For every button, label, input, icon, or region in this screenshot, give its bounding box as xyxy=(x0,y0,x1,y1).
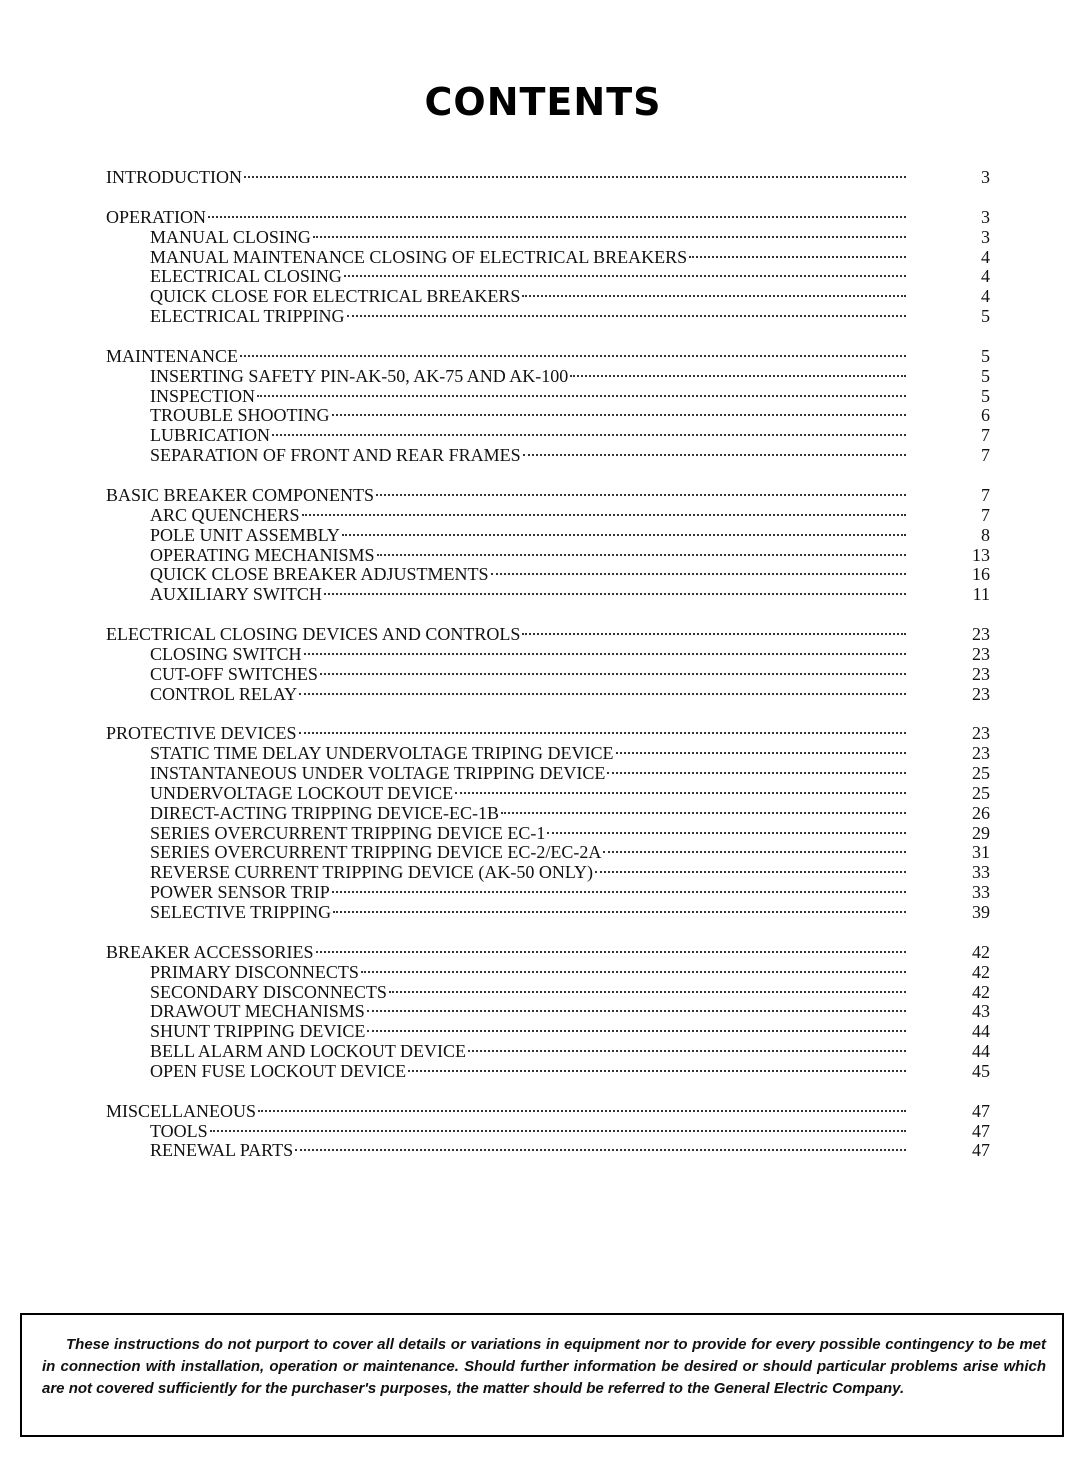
toc-entry-label: MISCELLANEOUS xyxy=(106,1101,257,1121)
toc-subentry xyxy=(106,843,990,863)
toc-page-number: 11 xyxy=(972,585,990,605)
dot-leader xyxy=(523,454,906,456)
dot-leader xyxy=(522,633,906,635)
dot-leader xyxy=(367,1010,906,1012)
toc-subentry xyxy=(106,1062,990,1082)
toc-entry-label: PRIMARY DISCONNECTS xyxy=(150,962,359,982)
toc-subentry xyxy=(106,824,990,844)
toc-entry-label: POWER SENSOR TRIP xyxy=(150,883,330,903)
toc-page-number: 7 xyxy=(981,426,990,446)
toc-page-number: 13 xyxy=(972,545,990,565)
toc-page-number: 29 xyxy=(972,823,990,843)
toc-page-number: 5 xyxy=(981,346,990,366)
toc-subentry xyxy=(106,883,990,903)
toc-page-number: 44 xyxy=(972,1022,990,1042)
toc-entry-label: DIRECT-ACTING TRIPPING DEVICE-EC-1B xyxy=(150,803,499,823)
toc-page-number: 42 xyxy=(972,942,990,962)
dot-leader xyxy=(208,216,906,218)
toc-entry-label: AUXILIARY SWITCH xyxy=(150,585,322,605)
dot-leader xyxy=(324,593,906,595)
toc-entry-label: INSTANTANEOUS UNDER VOLTAGE TRIPPING DEVICE xyxy=(150,764,606,784)
toc-subentry xyxy=(106,665,990,685)
toc-subentry xyxy=(106,406,990,426)
toc-subentry xyxy=(106,744,990,764)
dot-leader xyxy=(361,971,906,973)
table-of-contents xyxy=(106,168,990,1181)
toc-entry-label: SELECTIVE TRIPPING xyxy=(150,903,332,922)
toc-page-number: 5 xyxy=(981,386,990,406)
toc-entry-label: LUBRICATION xyxy=(150,426,270,446)
dot-leader xyxy=(258,1110,906,1112)
toc-page-number: 25 xyxy=(972,764,990,784)
toc-subentry xyxy=(106,267,990,287)
toc-page-number: 42 xyxy=(972,982,990,1002)
toc-section-heading xyxy=(106,347,990,367)
dot-leader xyxy=(522,295,906,297)
toc-entry-label: INSERTING SAFETY PIN-AK-50, AK-75 AND AK-100 xyxy=(150,366,569,386)
toc-subentry xyxy=(106,565,990,585)
toc-section xyxy=(106,168,990,188)
toc-entry-label: SEPARATION OF FRONT AND REAR FRAMES xyxy=(150,446,521,466)
toc-entry-label: OPERATION xyxy=(106,207,207,227)
dot-leader xyxy=(244,176,906,178)
toc-entry-label: TROUBLE SHOOTING xyxy=(150,406,330,426)
toc-subentry xyxy=(106,1002,990,1022)
toc-entry-label: UNDERVOLTAGE LOCKOUT DEVICE xyxy=(150,783,454,803)
toc-page-number: 3 xyxy=(981,207,990,227)
toc-section xyxy=(106,943,990,1082)
toc-entry-label: POLE UNIT ASSEMBLY xyxy=(150,525,340,545)
dot-leader xyxy=(491,573,906,575)
toc-page-number: 6 xyxy=(981,406,990,426)
dot-leader xyxy=(299,732,907,734)
toc-subentry xyxy=(106,248,990,268)
toc-subentry xyxy=(106,863,990,883)
toc-page-number: 42 xyxy=(972,962,990,982)
toc-entry-label: MAINTENANCE xyxy=(106,346,238,366)
toc-subentry xyxy=(106,903,990,923)
toc-section-heading xyxy=(106,486,990,506)
toc-section xyxy=(106,724,990,922)
toc-subentry xyxy=(106,228,990,248)
toc-section xyxy=(106,208,990,327)
toc-page-number: 31 xyxy=(972,843,990,863)
toc-page-number: 47 xyxy=(972,1141,990,1161)
toc-entry-label: TOOLS xyxy=(150,1121,208,1141)
toc-page-number: 5 xyxy=(981,366,990,386)
toc-subentry xyxy=(106,307,990,327)
toc-entry-label: ELECTRICAL CLOSING xyxy=(150,267,342,287)
dot-leader xyxy=(603,851,906,853)
toc-page-number: 4 xyxy=(981,247,990,267)
toc-subentry xyxy=(106,1022,990,1042)
dot-leader xyxy=(299,693,906,695)
toc-entry-label: RENEWAL PARTS xyxy=(150,1141,294,1161)
toc-entry-label: BELL ALARM AND LOCKOUT DEVICE xyxy=(150,1042,466,1062)
toc-page-number: 44 xyxy=(972,1042,990,1062)
toc-entry-label: SHUNT TRIPPING DEVICE xyxy=(150,1022,366,1042)
dot-leader xyxy=(332,891,906,893)
toc-page-number: 23 xyxy=(972,625,990,645)
toc-entry-label: MANUAL MAINTENANCE CLOSING OF ELECTRICAL BREAKERS xyxy=(150,247,688,267)
dot-leader xyxy=(295,1149,906,1151)
toc-entry-label: BASIC BREAKER COMPONENTS xyxy=(106,485,375,505)
toc-subentry xyxy=(106,426,990,446)
dot-leader xyxy=(344,275,906,277)
toc-page-number: 45 xyxy=(972,1061,990,1081)
dot-leader xyxy=(240,355,906,357)
toc-section xyxy=(106,625,990,704)
dot-leader xyxy=(389,991,906,993)
dot-leader xyxy=(501,812,906,814)
toc-page-number: 5 xyxy=(981,307,990,327)
dot-leader xyxy=(316,951,906,953)
toc-subentry xyxy=(106,784,990,804)
toc-entry-label: STATIC TIME DELAY UNDERVOLTAGE TRIPING DEVICE xyxy=(150,744,614,764)
toc-subentry xyxy=(106,645,990,665)
toc-subentry xyxy=(106,526,990,546)
toc-page-number: 7 xyxy=(981,505,990,525)
toc-subentry xyxy=(106,963,990,983)
toc-entry-label: INSPECTION xyxy=(150,386,256,406)
dot-leader xyxy=(689,256,906,258)
toc-entry-label: DRAWOUT MECHANISMS xyxy=(150,1002,365,1022)
dot-leader xyxy=(367,1030,906,1032)
toc-subentry xyxy=(106,546,990,566)
toc-entry-label: QUICK CLOSE BREAKER ADJUSTMENTS xyxy=(150,565,489,585)
dot-leader xyxy=(377,554,906,556)
toc-subentry xyxy=(106,1042,990,1062)
toc-section xyxy=(106,347,990,466)
dot-leader xyxy=(320,673,906,675)
toc-page-number: 3 xyxy=(981,168,990,187)
toc-section-heading xyxy=(106,208,990,228)
disclaimer-box xyxy=(20,1313,1064,1437)
dot-leader xyxy=(304,653,907,655)
toc-subentry xyxy=(106,446,990,466)
dot-leader xyxy=(313,236,906,238)
dot-leader xyxy=(210,1130,906,1132)
toc-entry-label: SERIES OVERCURRENT TRIPPING DEVICE EC-1 xyxy=(150,823,546,843)
toc-section xyxy=(106,486,990,605)
toc-entry-label: INTRODUCTION xyxy=(106,168,242,187)
toc-subentry xyxy=(106,983,990,1003)
toc-subentry xyxy=(106,387,990,407)
dot-leader xyxy=(302,514,906,516)
toc-page-number: 23 xyxy=(972,664,990,684)
toc-page-number: 47 xyxy=(972,1101,990,1121)
dot-leader xyxy=(342,534,906,536)
dot-leader xyxy=(376,494,906,496)
toc-page-number: 7 xyxy=(981,485,990,505)
dot-leader xyxy=(455,792,906,794)
toc-subentry xyxy=(106,1141,990,1161)
toc-page-number: 8 xyxy=(981,525,990,545)
toc-entry-label: CLOSING SWITCH xyxy=(150,644,302,664)
toc-page-number: 23 xyxy=(972,684,990,704)
dot-leader xyxy=(408,1070,906,1072)
toc-section-heading xyxy=(106,724,990,744)
toc-entry-label: MANUAL CLOSING xyxy=(150,227,311,247)
toc-subentry xyxy=(106,367,990,387)
dot-leader xyxy=(468,1050,906,1052)
toc-section-heading xyxy=(106,625,990,645)
toc-subentry xyxy=(106,764,990,784)
toc-section-heading xyxy=(106,943,990,963)
toc-page-number: 7 xyxy=(981,446,990,466)
toc-entry-label: QUICK CLOSE FOR ELECTRICAL BREAKERS xyxy=(150,287,521,307)
toc-section xyxy=(106,1102,990,1162)
toc-page-number: 3 xyxy=(981,227,990,247)
toc-subentry xyxy=(106,287,990,307)
toc-page-number: 16 xyxy=(972,565,990,585)
toc-entry-label: CONTROL RELAY xyxy=(150,684,298,704)
dot-leader xyxy=(332,414,907,416)
dot-leader xyxy=(570,375,906,377)
dot-leader xyxy=(347,315,906,317)
toc-entry-label: ARC QUENCHERS xyxy=(150,505,300,525)
toc-page-number: 23 xyxy=(972,724,990,744)
toc-entry-label: BREAKER ACCESSORIES xyxy=(106,942,314,962)
toc-entry-label: ELECTRICAL TRIPPING xyxy=(150,307,345,327)
toc-page-number: 47 xyxy=(972,1121,990,1141)
toc-subentry xyxy=(106,804,990,824)
toc-page-number: 25 xyxy=(972,783,990,803)
dot-leader xyxy=(257,395,906,397)
toc-entry-label: SECONDARY DISCONNECTS xyxy=(150,982,387,1002)
toc-entry-label: ELECTRICAL CLOSING DEVICES AND CONTROLS xyxy=(106,625,521,645)
toc-page-number: 4 xyxy=(981,267,990,287)
toc-subentry xyxy=(106,585,990,605)
dot-leader xyxy=(272,434,906,436)
toc-section-heading xyxy=(106,168,990,188)
toc-subentry xyxy=(106,685,990,705)
dot-leader xyxy=(595,871,906,873)
toc-subentry xyxy=(106,506,990,526)
toc-entry-label: PROTECTIVE DEVICES xyxy=(106,724,297,744)
toc-page-number: 23 xyxy=(972,744,990,764)
toc-page-number: 26 xyxy=(972,803,990,823)
dot-leader xyxy=(616,752,907,754)
dot-leader xyxy=(333,911,906,913)
toc-entry-label: REVERSE CURRENT TRIPPING DEVICE (AK-50 ONLY) xyxy=(150,863,594,883)
toc-entry-label: OPEN FUSE LOCKOUT DEVICE xyxy=(150,1061,407,1081)
toc-subentry xyxy=(106,1122,990,1142)
disclaimer-text: These instructions do not purport to cover all details or variations in equipment nor to provide for every possible contingency to be met in connection with installation, operation or maintenance. Should further information be desired or should particular problems arise which are not covered sufficiently for the purchaser's purposes, the matter should be referred to the General Electric Company. xyxy=(42,1336,1046,1397)
toc-page-number: 4 xyxy=(981,287,990,307)
toc-entry-label: CUT-OFF SWITCHES xyxy=(150,664,318,684)
toc-page-number: 33 xyxy=(972,863,990,883)
toc-page-number: 33 xyxy=(972,883,990,903)
toc-entry-label: OPERATING MECHANISMS xyxy=(150,545,375,565)
page-title: CONTENTS xyxy=(424,80,662,124)
dot-leader xyxy=(607,772,906,774)
toc-page-number: 39 xyxy=(972,903,990,922)
toc-page-number: 23 xyxy=(972,644,990,664)
dot-leader xyxy=(547,832,906,834)
toc-page-number: 43 xyxy=(972,1002,990,1022)
toc-section-heading xyxy=(106,1102,990,1122)
toc-entry-label: SERIES OVERCURRENT TRIPPING DEVICE EC-2/EC-2A xyxy=(150,843,602,863)
